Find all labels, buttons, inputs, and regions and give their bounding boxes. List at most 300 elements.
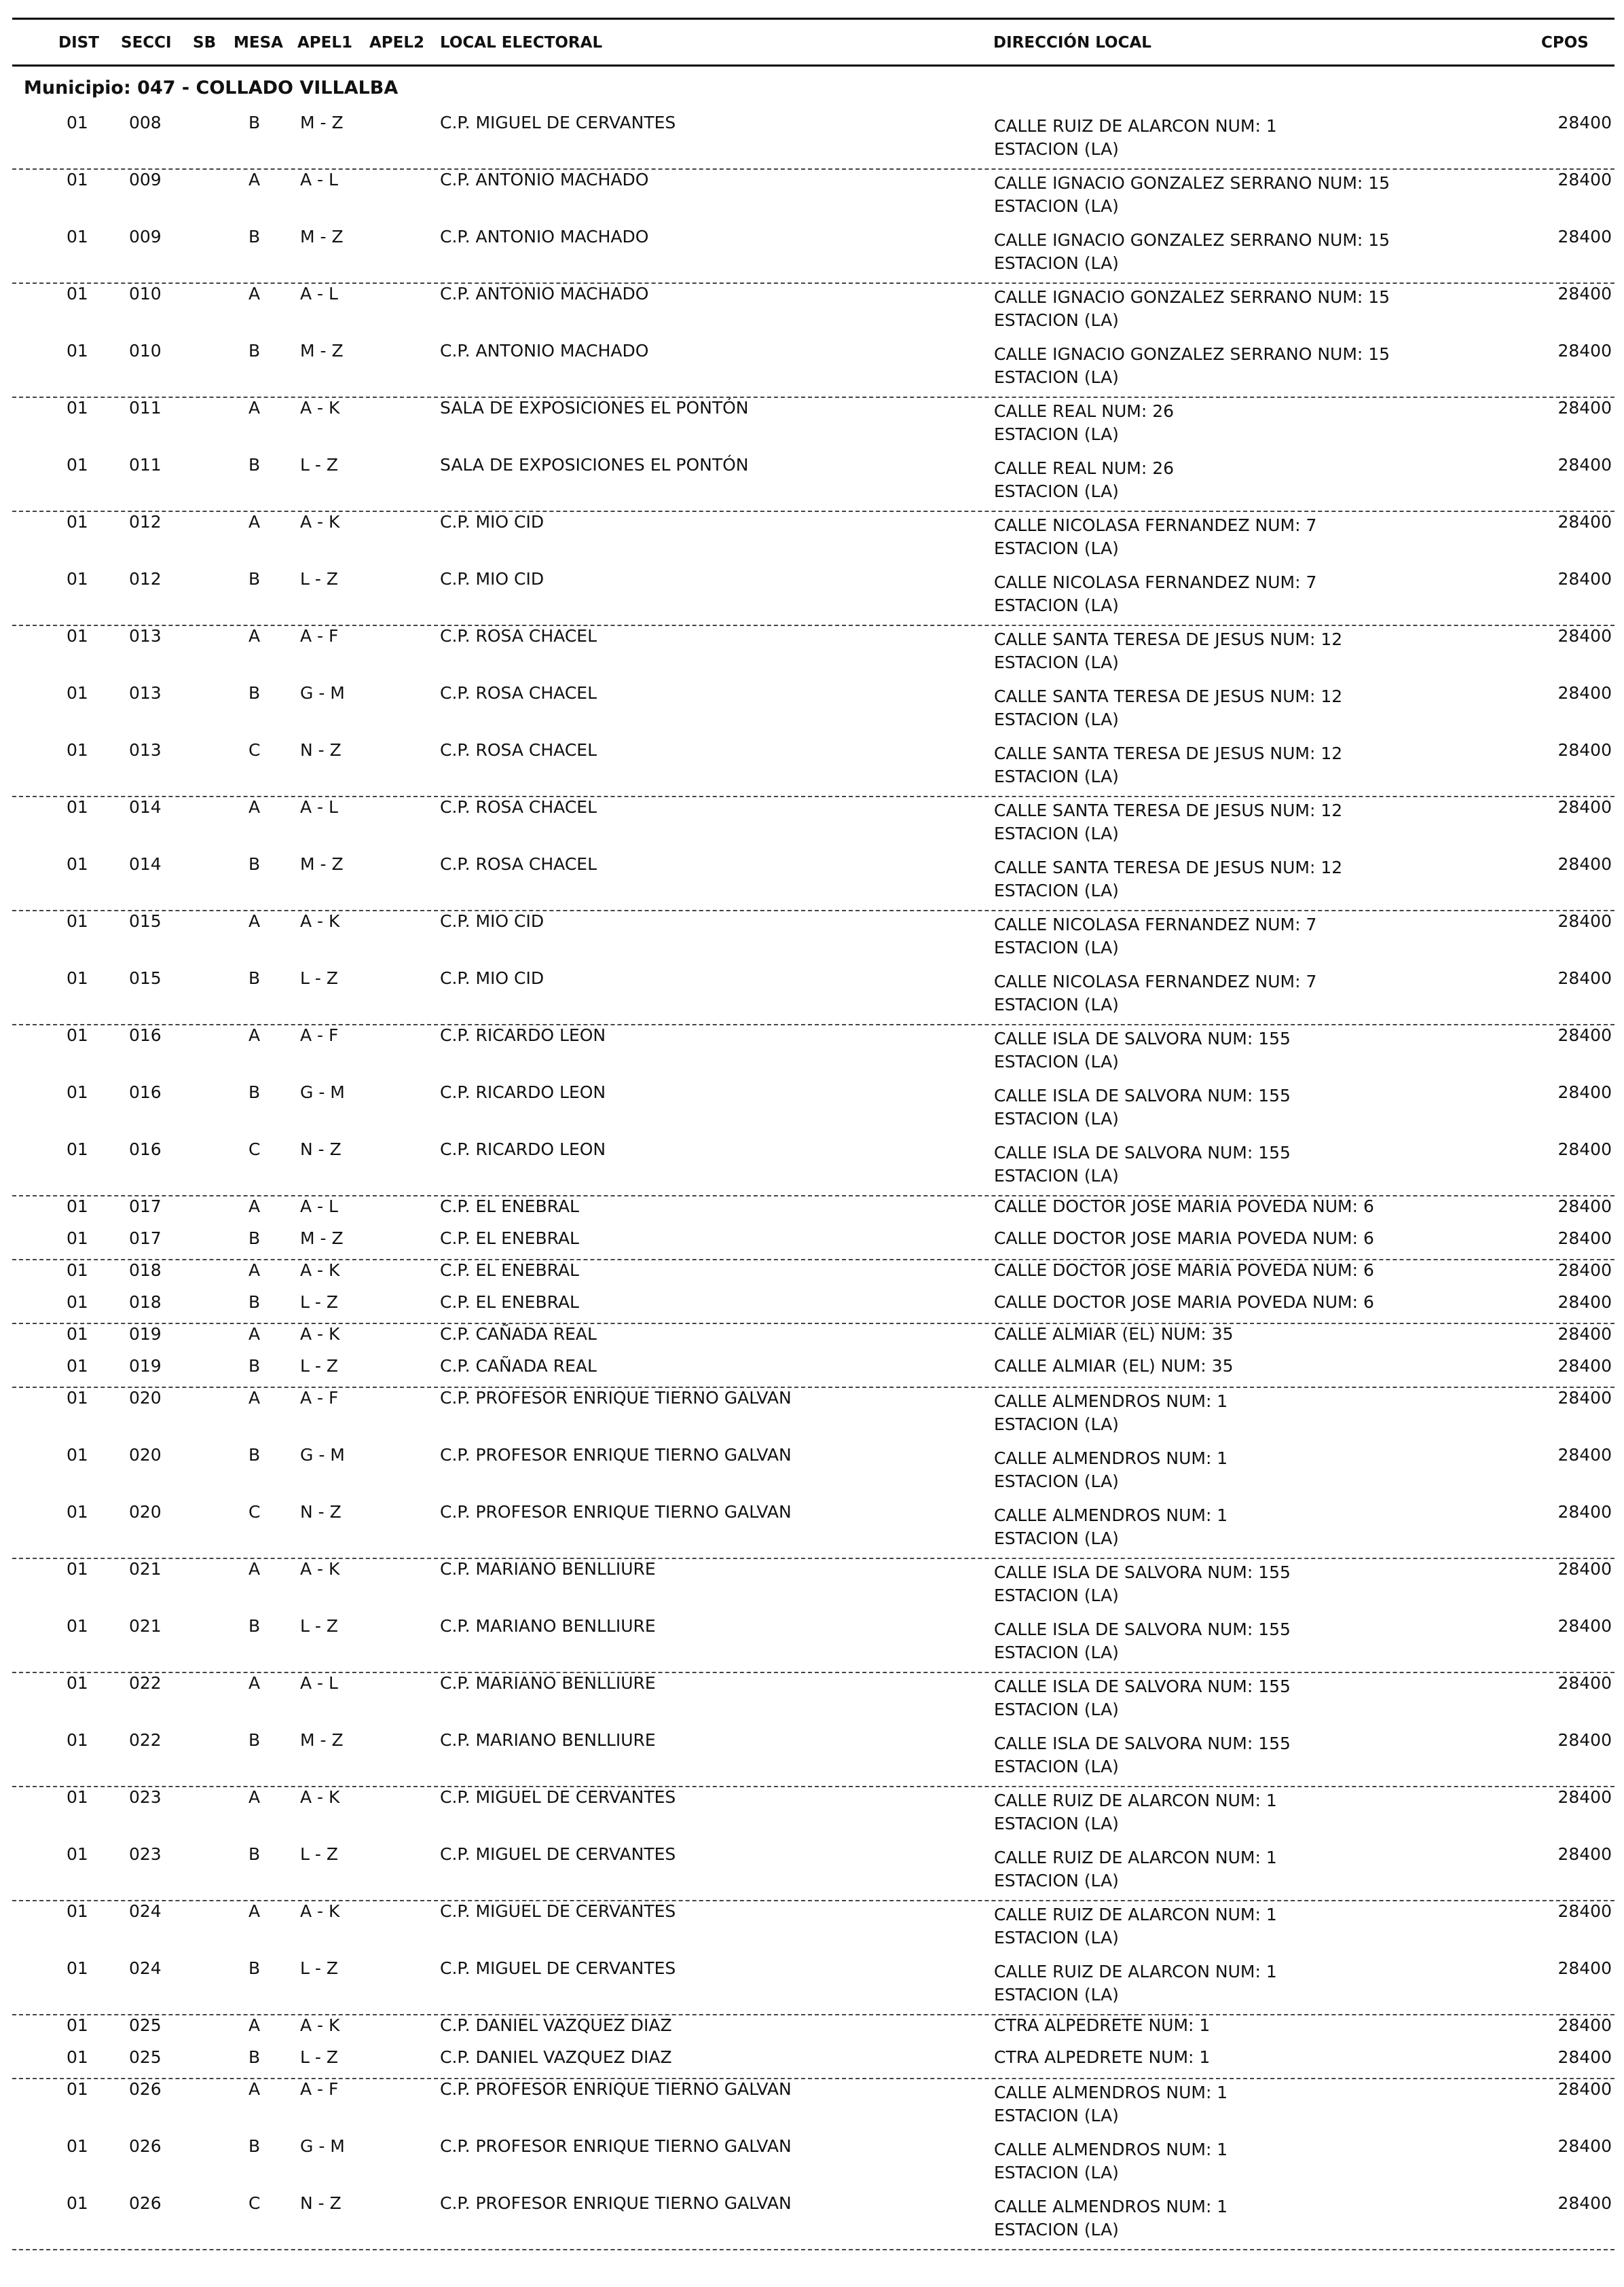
cell-cpos: 28400	[1557, 1228, 1612, 1248]
cell-local: C.P. MARIANO BENLLIURE	[440, 1616, 656, 1636]
cell-direccion-locality: ESTACION (LA)	[994, 1928, 1119, 1947]
cell-dist: 01	[67, 1292, 88, 1312]
cell-mesa: B	[248, 2136, 261, 2156]
cell-cpos: 28400	[1557, 1139, 1612, 1159]
cell-apel: A - K	[300, 1559, 340, 1579]
cell-local: C.P. ROSA CHACEL	[440, 854, 597, 874]
cell-cpos: 28400	[1557, 2015, 1612, 2035]
cell-apel: G - M	[300, 1082, 345, 1102]
cell-secci: 019	[129, 1324, 162, 1344]
cell-local: C.P. PROFESOR ENRIQUE TIERNO GALVAN	[440, 1445, 792, 1465]
cell-local: C.P. MIGUEL DE CERVANTES	[440, 113, 676, 132]
col-secci-header: SECCI	[121, 34, 172, 52]
cell-direccion: CALLE SANTA TERESA DE JESUS NUM: 12	[994, 801, 1343, 820]
cell-direccion: CALLE SANTA TERESA DE JESUS NUM: 12	[994, 744, 1343, 763]
table-row	[12, 340, 1614, 398]
cell-apel: A - K	[300, 1787, 340, 1807]
cell-secci: 022	[129, 1730, 162, 1750]
cell-secci: 008	[129, 113, 162, 132]
cell-mesa: B	[248, 569, 261, 589]
table-row	[12, 1444, 1614, 1501]
cell-direccion-locality: ESTACION (LA)	[994, 481, 1119, 501]
table-row	[12, 2046, 1614, 2079]
cell-apel: L - Z	[300, 2047, 338, 2067]
cell-apel: A - L	[300, 170, 338, 189]
cell-direccion: CALLE REAL NUM: 26	[994, 458, 1175, 478]
cell-apel: A - K	[300, 512, 340, 532]
cell-cpos: 28400	[1557, 1673, 1612, 1693]
cell-mesa: A	[248, 398, 261, 418]
cell-direccion-locality: ESTACION (LA)	[994, 1586, 1119, 1605]
cell-local: C.P. ROSA CHACEL	[440, 797, 597, 817]
cell-cpos: 28400	[1557, 911, 1612, 931]
table-row	[12, 967, 1614, 1025]
table-row	[12, 1558, 1614, 1615]
cell-secci: 018	[129, 1292, 162, 1312]
cell-direccion-locality: ESTACION (LA)	[994, 538, 1119, 558]
cell-secci: 024	[129, 1958, 162, 1978]
cell-cpos: 28400	[1557, 1559, 1612, 1579]
cell-dist: 01	[67, 1196, 88, 1216]
cell-direccion-locality: ESTACION (LA)	[994, 653, 1119, 672]
cell-mesa: A	[248, 1196, 261, 1216]
table-row	[12, 2014, 1614, 2046]
cell-direccion-locality: ESTACION (LA)	[994, 253, 1119, 273]
cell-local: C.P. PROFESOR ENRIQUE TIERNO GALVAN	[440, 1388, 792, 1408]
col-direccion-header: DIRECCIÓN LOCAL	[993, 34, 1151, 52]
cell-dist: 01	[67, 1356, 88, 1376]
cell-cpos: 28400	[1557, 1292, 1612, 1312]
cell-direccion: CALLE NICOLASA FERNANDEZ NUM: 7	[994, 515, 1317, 535]
table-row	[12, 682, 1614, 739]
cell-secci: 026	[129, 2136, 162, 2156]
cell-local: C.P. ANTONIO MACHADO	[440, 341, 649, 361]
cell-apel: L - Z	[300, 569, 338, 589]
cell-cpos: 28400	[1557, 1502, 1612, 1522]
cell-direccion: CALLE IGNACIO GONZALEZ SERRANO NUM: 15	[994, 287, 1390, 307]
table-row	[12, 1291, 1614, 1324]
cell-secci: 019	[129, 1356, 162, 1376]
cell-apel: A - F	[300, 2079, 339, 2099]
cell-secci: 020	[129, 1388, 162, 1408]
cell-apel: L - Z	[300, 1844, 338, 1864]
cell-local: C.P. MARIANO BENLLIURE	[440, 1559, 656, 1579]
cell-apel: A - K	[300, 1324, 340, 1344]
table-row	[12, 1843, 1614, 1901]
cell-dist: 01	[67, 911, 88, 931]
cell-cpos: 28400	[1557, 1196, 1612, 1216]
cell-direccion: CALLE SANTA TERESA DE JESUS NUM: 12	[994, 687, 1343, 706]
cell-secci: 013	[129, 626, 162, 646]
cell-secci: 016	[129, 1139, 162, 1159]
cell-direccion: CALLE ISLA DE SALVORA NUM: 155	[994, 1562, 1291, 1582]
cell-mesa: B	[248, 854, 261, 874]
table-row	[12, 282, 1614, 340]
cell-apel: A - K	[300, 911, 340, 931]
table-row	[12, 1900, 1614, 1957]
cell-apel: A - F	[300, 1025, 339, 1045]
table-row	[12, 511, 1614, 568]
cell-apel: M - Z	[300, 1730, 344, 1750]
col-apel2-header: APEL2	[369, 34, 425, 52]
cell-dist: 01	[67, 1616, 88, 1636]
cell-dist: 01	[67, 1787, 88, 1807]
col-mesa-header: MESA	[234, 34, 283, 52]
cell-direccion-locality: ESTACION (LA)	[994, 1109, 1119, 1129]
cell-mesa: B	[248, 113, 261, 132]
cell-local: C.P. ANTONIO MACHADO	[440, 227, 649, 246]
cell-dist: 01	[67, 1673, 88, 1693]
cell-direccion-locality: ESTACION (LA)	[994, 139, 1119, 159]
cell-dist: 01	[67, 1025, 88, 1045]
cell-mesa: A	[248, 1025, 261, 1045]
cell-local: SALA DE EXPOSICIONES EL PONTÓN	[440, 398, 749, 418]
cell-direccion-locality: ESTACION (LA)	[994, 995, 1119, 1014]
cell-apel: M - Z	[300, 1228, 344, 1248]
cell-secci: 017	[129, 1196, 162, 1216]
table-row	[12, 1259, 1614, 1291]
table-row	[12, 1227, 1614, 1260]
cell-local: C.P. CAÑADA REAL	[440, 1356, 597, 1376]
cell-local: C.P. MIO CID	[440, 911, 545, 931]
cell-apel: L - Z	[300, 1616, 338, 1636]
cell-direccion-locality: ESTACION (LA)	[994, 881, 1119, 900]
table-row	[12, 1615, 1614, 1673]
table-row	[12, 853, 1614, 911]
cell-direccion: CALLE ALMENDROS NUM: 1	[994, 1391, 1228, 1411]
cell-apel: G - M	[300, 2136, 345, 2156]
cell-secci: 009	[129, 227, 162, 246]
cell-direccion-locality: ESTACION (LA)	[994, 1757, 1119, 1776]
cell-secci: 010	[129, 284, 162, 304]
cell-direccion-locality: ESTACION (LA)	[994, 1052, 1119, 1072]
cell-cpos: 28400	[1557, 227, 1612, 246]
cell-direccion: CALLE NICOLASA FERNANDEZ NUM: 7	[994, 972, 1317, 991]
cell-direccion-locality: ESTACION (LA)	[994, 1471, 1119, 1491]
cell-secci: 022	[129, 1673, 162, 1693]
cell-apel: M - Z	[300, 854, 344, 874]
cell-dist: 01	[67, 1260, 88, 1280]
cell-mesa: A	[248, 170, 261, 189]
cell-direccion-locality: ESTACION (LA)	[994, 767, 1119, 786]
cell-secci: 009	[129, 170, 162, 189]
cell-mesa: B	[248, 1228, 261, 1248]
cell-cpos: 28400	[1557, 1324, 1612, 1344]
cell-local: C.P. MIGUEL DE CERVANTES	[440, 1901, 676, 1921]
cell-direccion: CALLE ISLA DE SALVORA NUM: 155	[994, 1143, 1291, 1163]
cell-cpos: 28400	[1557, 968, 1612, 988]
cell-local: C.P. MIO CID	[440, 968, 545, 988]
cell-dist: 01	[67, 1844, 88, 1864]
cell-local: C.P. MARIANO BENLLIURE	[440, 1730, 656, 1750]
cell-secci: 012	[129, 569, 162, 589]
cell-cpos: 28400	[1557, 2193, 1612, 2213]
cell-local: C.P. MIO CID	[440, 569, 545, 589]
table-row	[12, 1138, 1614, 1196]
cell-secci: 018	[129, 1260, 162, 1280]
cell-local: C.P. EL ENEBRAL	[440, 1260, 579, 1280]
cell-secci: 016	[129, 1025, 162, 1045]
cell-dist: 01	[67, 2015, 88, 2035]
cell-dist: 01	[67, 683, 88, 703]
cell-dist: 01	[67, 1388, 88, 1408]
cell-apel: L - Z	[300, 1356, 338, 1376]
cell-cpos: 28400	[1557, 512, 1612, 532]
cell-cpos: 28400	[1557, 1958, 1612, 1978]
cell-local: C.P. MIGUEL DE CERVANTES	[440, 1844, 676, 1864]
cell-apel: N - Z	[300, 1139, 342, 1159]
cell-direccion: CALLE IGNACIO GONZALEZ SERRANO NUM: 15	[994, 173, 1390, 193]
cell-mesa: C	[248, 740, 261, 760]
table-row	[12, 1672, 1614, 1729]
cell-secci: 010	[129, 341, 162, 361]
cell-cpos: 28400	[1557, 398, 1612, 418]
cell-secci: 017	[129, 1228, 162, 1248]
cell-direccion-locality: ESTACION (LA)	[994, 1529, 1119, 1548]
cell-cpos: 28400	[1557, 113, 1612, 132]
cell-apel: A - F	[300, 626, 339, 646]
cell-dist: 01	[67, 170, 88, 189]
cell-mesa: B	[248, 1082, 261, 1102]
table-row	[12, 397, 1614, 454]
cell-cpos: 28400	[1557, 1388, 1612, 1408]
cell-direccion-locality: ESTACION (LA)	[994, 2106, 1119, 2125]
table-row	[12, 1387, 1614, 1444]
cell-local: C.P. MARIANO BENLLIURE	[440, 1673, 656, 1693]
cell-direccion-locality: ESTACION (LA)	[994, 1414, 1119, 1434]
cell-apel: A - K	[300, 398, 340, 418]
cell-dist: 01	[67, 1324, 88, 1344]
cell-direccion: CALLE DOCTOR JOSE MARIA POVEDA NUM: 6	[994, 1228, 1374, 1248]
table-row	[12, 1729, 1614, 1787]
cell-direccion-locality: ESTACION (LA)	[994, 196, 1119, 216]
cell-mesa: A	[248, 512, 261, 532]
cell-mesa: A	[248, 797, 261, 817]
cell-apel: A - K	[300, 2015, 340, 2035]
cell-apel: L - Z	[300, 1958, 338, 1978]
cell-dist: 01	[67, 1559, 88, 1579]
cell-cpos: 28400	[1557, 455, 1612, 475]
cell-direccion: CALLE DOCTOR JOSE MARIA POVEDA NUM: 6	[994, 1260, 1374, 1280]
cell-dist: 01	[67, 626, 88, 646]
cell-apel: M - Z	[300, 113, 344, 132]
cell-direccion: CALLE ALMENDROS NUM: 1	[994, 1448, 1228, 1468]
cell-dist: 01	[67, 113, 88, 132]
table-row	[12, 1323, 1614, 1355]
cell-direccion: CALLE RUIZ DE ALARCON NUM: 1	[994, 1791, 1277, 1810]
cell-dist: 01	[67, 227, 88, 246]
cell-cpos: 28400	[1557, 1356, 1612, 1376]
cell-apel: G - M	[300, 683, 345, 703]
cell-secci: 026	[129, 2193, 162, 2213]
cell-secci: 026	[129, 2079, 162, 2099]
cell-cpos: 28400	[1557, 1025, 1612, 1045]
cell-mesa: B	[248, 227, 261, 246]
cell-dist: 01	[67, 740, 88, 760]
table-row	[12, 625, 1614, 682]
cell-local: C.P. ROSA CHACEL	[440, 683, 597, 703]
cell-direccion-locality: ESTACION (LA)	[994, 424, 1119, 444]
cell-direccion-locality: ESTACION (LA)	[994, 938, 1119, 957]
cell-direccion: CALLE ISLA DE SALVORA NUM: 155	[994, 1620, 1291, 1639]
cell-direccion-locality: ESTACION (LA)	[994, 2163, 1119, 2182]
table-row	[12, 1501, 1614, 1559]
cell-local: C.P. ROSA CHACEL	[440, 626, 597, 646]
cell-local: C.P. PROFESOR ENRIQUE TIERNO GALVAN	[440, 2079, 792, 2099]
cell-secci: 014	[129, 797, 162, 817]
cell-direccion-locality: ESTACION (LA)	[994, 1166, 1119, 1186]
cell-local: C.P. PROFESOR ENRIQUE TIERNO GALVAN	[440, 2136, 792, 2156]
cell-direccion: CALLE RUIZ DE ALARCON NUM: 1	[994, 1962, 1277, 1981]
cell-direccion: CALLE ISLA DE SALVORA NUM: 155	[994, 1086, 1291, 1105]
cell-secci: 012	[129, 512, 162, 532]
cell-local: C.P. ANTONIO MACHADO	[440, 170, 649, 189]
cell-apel: L - Z	[300, 968, 338, 988]
cell-cpos: 28400	[1557, 284, 1612, 304]
cell-mesa: B	[248, 2047, 261, 2067]
cell-cpos: 28400	[1557, 1445, 1612, 1465]
cell-direccion-locality: ESTACION (LA)	[994, 824, 1119, 843]
cell-mesa: C	[248, 2193, 261, 2213]
cell-mesa: A	[248, 1260, 261, 1280]
cell-direccion: CALLE IGNACIO GONZALEZ SERRANO NUM: 15	[994, 344, 1390, 364]
col-dist-header: DIST	[58, 34, 99, 52]
cell-local: SALA DE EXPOSICIONES EL PONTÓN	[440, 455, 749, 475]
table-row	[12, 1024, 1614, 1081]
cell-secci: 015	[129, 911, 162, 931]
cell-secci: 021	[129, 1616, 162, 1636]
cell-dist: 01	[67, 569, 88, 589]
cell-secci: 025	[129, 2047, 162, 2067]
cell-local: C.P. EL ENEBRAL	[440, 1228, 579, 1248]
cell-mesa: B	[248, 1445, 261, 1465]
cell-direccion-locality: ESTACION (LA)	[994, 1700, 1119, 1719]
cell-apel: N - Z	[300, 2193, 342, 2213]
cell-local: C.P. DANIEL VAZQUEZ DIAZ	[440, 2015, 672, 2035]
table-row	[12, 1957, 1614, 2015]
cell-secci: 023	[129, 1844, 162, 1864]
cell-apel: A - K	[300, 1901, 340, 1921]
cell-mesa: A	[248, 2079, 261, 2099]
cell-dist: 01	[67, 1502, 88, 1522]
cell-cpos: 28400	[1557, 1787, 1612, 1807]
cell-dist: 01	[67, 341, 88, 361]
cell-apel: G - M	[300, 1445, 345, 1465]
table-row	[12, 739, 1614, 797]
table-row	[12, 796, 1614, 853]
cell-mesa: B	[248, 1730, 261, 1750]
cell-dist: 01	[67, 455, 88, 475]
cell-direccion-locality: ESTACION (LA)	[994, 1643, 1119, 1662]
table-body	[12, 0, 1614, 2287]
cell-dist: 01	[67, 1082, 88, 1102]
cell-local: C.P. MIGUEL DE CERVANTES	[440, 1787, 676, 1807]
cell-mesa: A	[248, 1787, 261, 1807]
cell-dist: 01	[67, 2079, 88, 2099]
cell-direccion-locality: ESTACION (LA)	[994, 2220, 1119, 2239]
cell-direccion: CALLE RUIZ DE ALARCON NUM: 1	[994, 1848, 1277, 1867]
cell-dist: 01	[67, 2193, 88, 2213]
cell-direccion: CALLE ALMIAR (EL) NUM: 35	[994, 1324, 1234, 1344]
cell-local: C.P. ANTONIO MACHADO	[440, 284, 649, 304]
cell-mesa: A	[248, 1324, 261, 1344]
cell-mesa: B	[248, 968, 261, 988]
cell-cpos: 28400	[1557, 569, 1612, 589]
cell-direccion: CALLE NICOLASA FERNANDEZ NUM: 7	[994, 915, 1317, 934]
table-row	[12, 225, 1614, 284]
table-row	[12, 2078, 1614, 2135]
cell-apel: A - L	[300, 797, 338, 817]
cell-direccion: CALLE IGNACIO GONZALEZ SERRANO NUM: 15	[994, 230, 1390, 250]
cell-cpos: 28400	[1557, 1844, 1612, 1864]
cell-secci: 011	[129, 455, 162, 475]
cell-cpos: 28400	[1557, 2079, 1612, 2099]
cell-direccion-locality: ESTACION (LA)	[994, 596, 1119, 615]
cell-apel: A - L	[300, 1196, 338, 1216]
cell-secci: 020	[129, 1502, 162, 1522]
cell-cpos: 28400	[1557, 1730, 1612, 1750]
cell-dist: 01	[67, 1958, 88, 1978]
cell-direccion: CALLE ALMENDROS NUM: 1	[994, 1505, 1228, 1525]
cell-direccion: CALLE RUIZ DE ALARCON NUM: 1	[994, 1905, 1277, 1924]
cell-direccion: CALLE NICOLASA FERNANDEZ NUM: 7	[994, 572, 1317, 592]
cell-apel: M - Z	[300, 341, 344, 361]
cell-cpos: 28400	[1557, 2136, 1612, 2156]
cell-dist: 01	[67, 2136, 88, 2156]
cell-cpos: 28400	[1557, 1616, 1612, 1636]
municipio-heading: Municipio: 047 - COLLADO VILLALBA	[24, 77, 399, 98]
table-row	[12, 454, 1614, 512]
cell-direccion-locality: ESTACION (LA)	[994, 1871, 1119, 1890]
cell-apel: A - L	[300, 1673, 338, 1693]
cell-mesa: A	[248, 1673, 261, 1693]
cell-mesa: C	[248, 1139, 261, 1159]
cell-direccion: CALLE ALMENDROS NUM: 1	[994, 2083, 1228, 2102]
cell-cpos: 28400	[1557, 1901, 1612, 1921]
cell-local: C.P. PROFESOR ENRIQUE TIERNO GALVAN	[440, 1502, 792, 1522]
cell-cpos: 28400	[1557, 683, 1612, 703]
cell-apel: A - F	[300, 1388, 339, 1408]
cell-cpos: 28400	[1557, 341, 1612, 361]
col-local-header: LOCAL ELECTORAL	[440, 34, 603, 52]
cell-mesa: B	[248, 1844, 261, 1864]
cell-apel: L - Z	[300, 1292, 338, 1312]
cell-local: C.P. RICARDO LEON	[440, 1139, 606, 1159]
cell-cpos: 28400	[1557, 1260, 1612, 1280]
cell-secci: 013	[129, 740, 162, 760]
cell-local: C.P. RICARDO LEON	[440, 1025, 606, 1045]
cell-secci: 011	[129, 398, 162, 418]
cell-apel: M - Z	[300, 227, 344, 246]
cell-dist: 01	[67, 797, 88, 817]
cell-direccion: CALLE ISLA DE SALVORA NUM: 155	[994, 1734, 1291, 1753]
table-row	[12, 168, 1614, 225]
cell-apel: N - Z	[300, 1502, 342, 1522]
table-row	[12, 1786, 1614, 1843]
cell-mesa: B	[248, 1616, 261, 1636]
cell-direccion-locality: ESTACION (LA)	[994, 1814, 1119, 1833]
cell-local: C.P. PROFESOR ENRIQUE TIERNO GALVAN	[440, 2193, 792, 2213]
cell-cpos: 28400	[1557, 170, 1612, 189]
cell-direccion: CALLE REAL NUM: 26	[994, 401, 1175, 421]
cell-direccion: CALLE DOCTOR JOSE MARIA POVEDA NUM: 6	[994, 1292, 1374, 1312]
cell-apel: A - L	[300, 284, 338, 304]
table-row	[12, 1081, 1614, 1138]
cell-mesa: B	[248, 1356, 261, 1376]
cell-dist: 01	[67, 1139, 88, 1159]
cell-cpos: 28400	[1557, 626, 1612, 646]
cell-mesa: B	[248, 1292, 261, 1312]
